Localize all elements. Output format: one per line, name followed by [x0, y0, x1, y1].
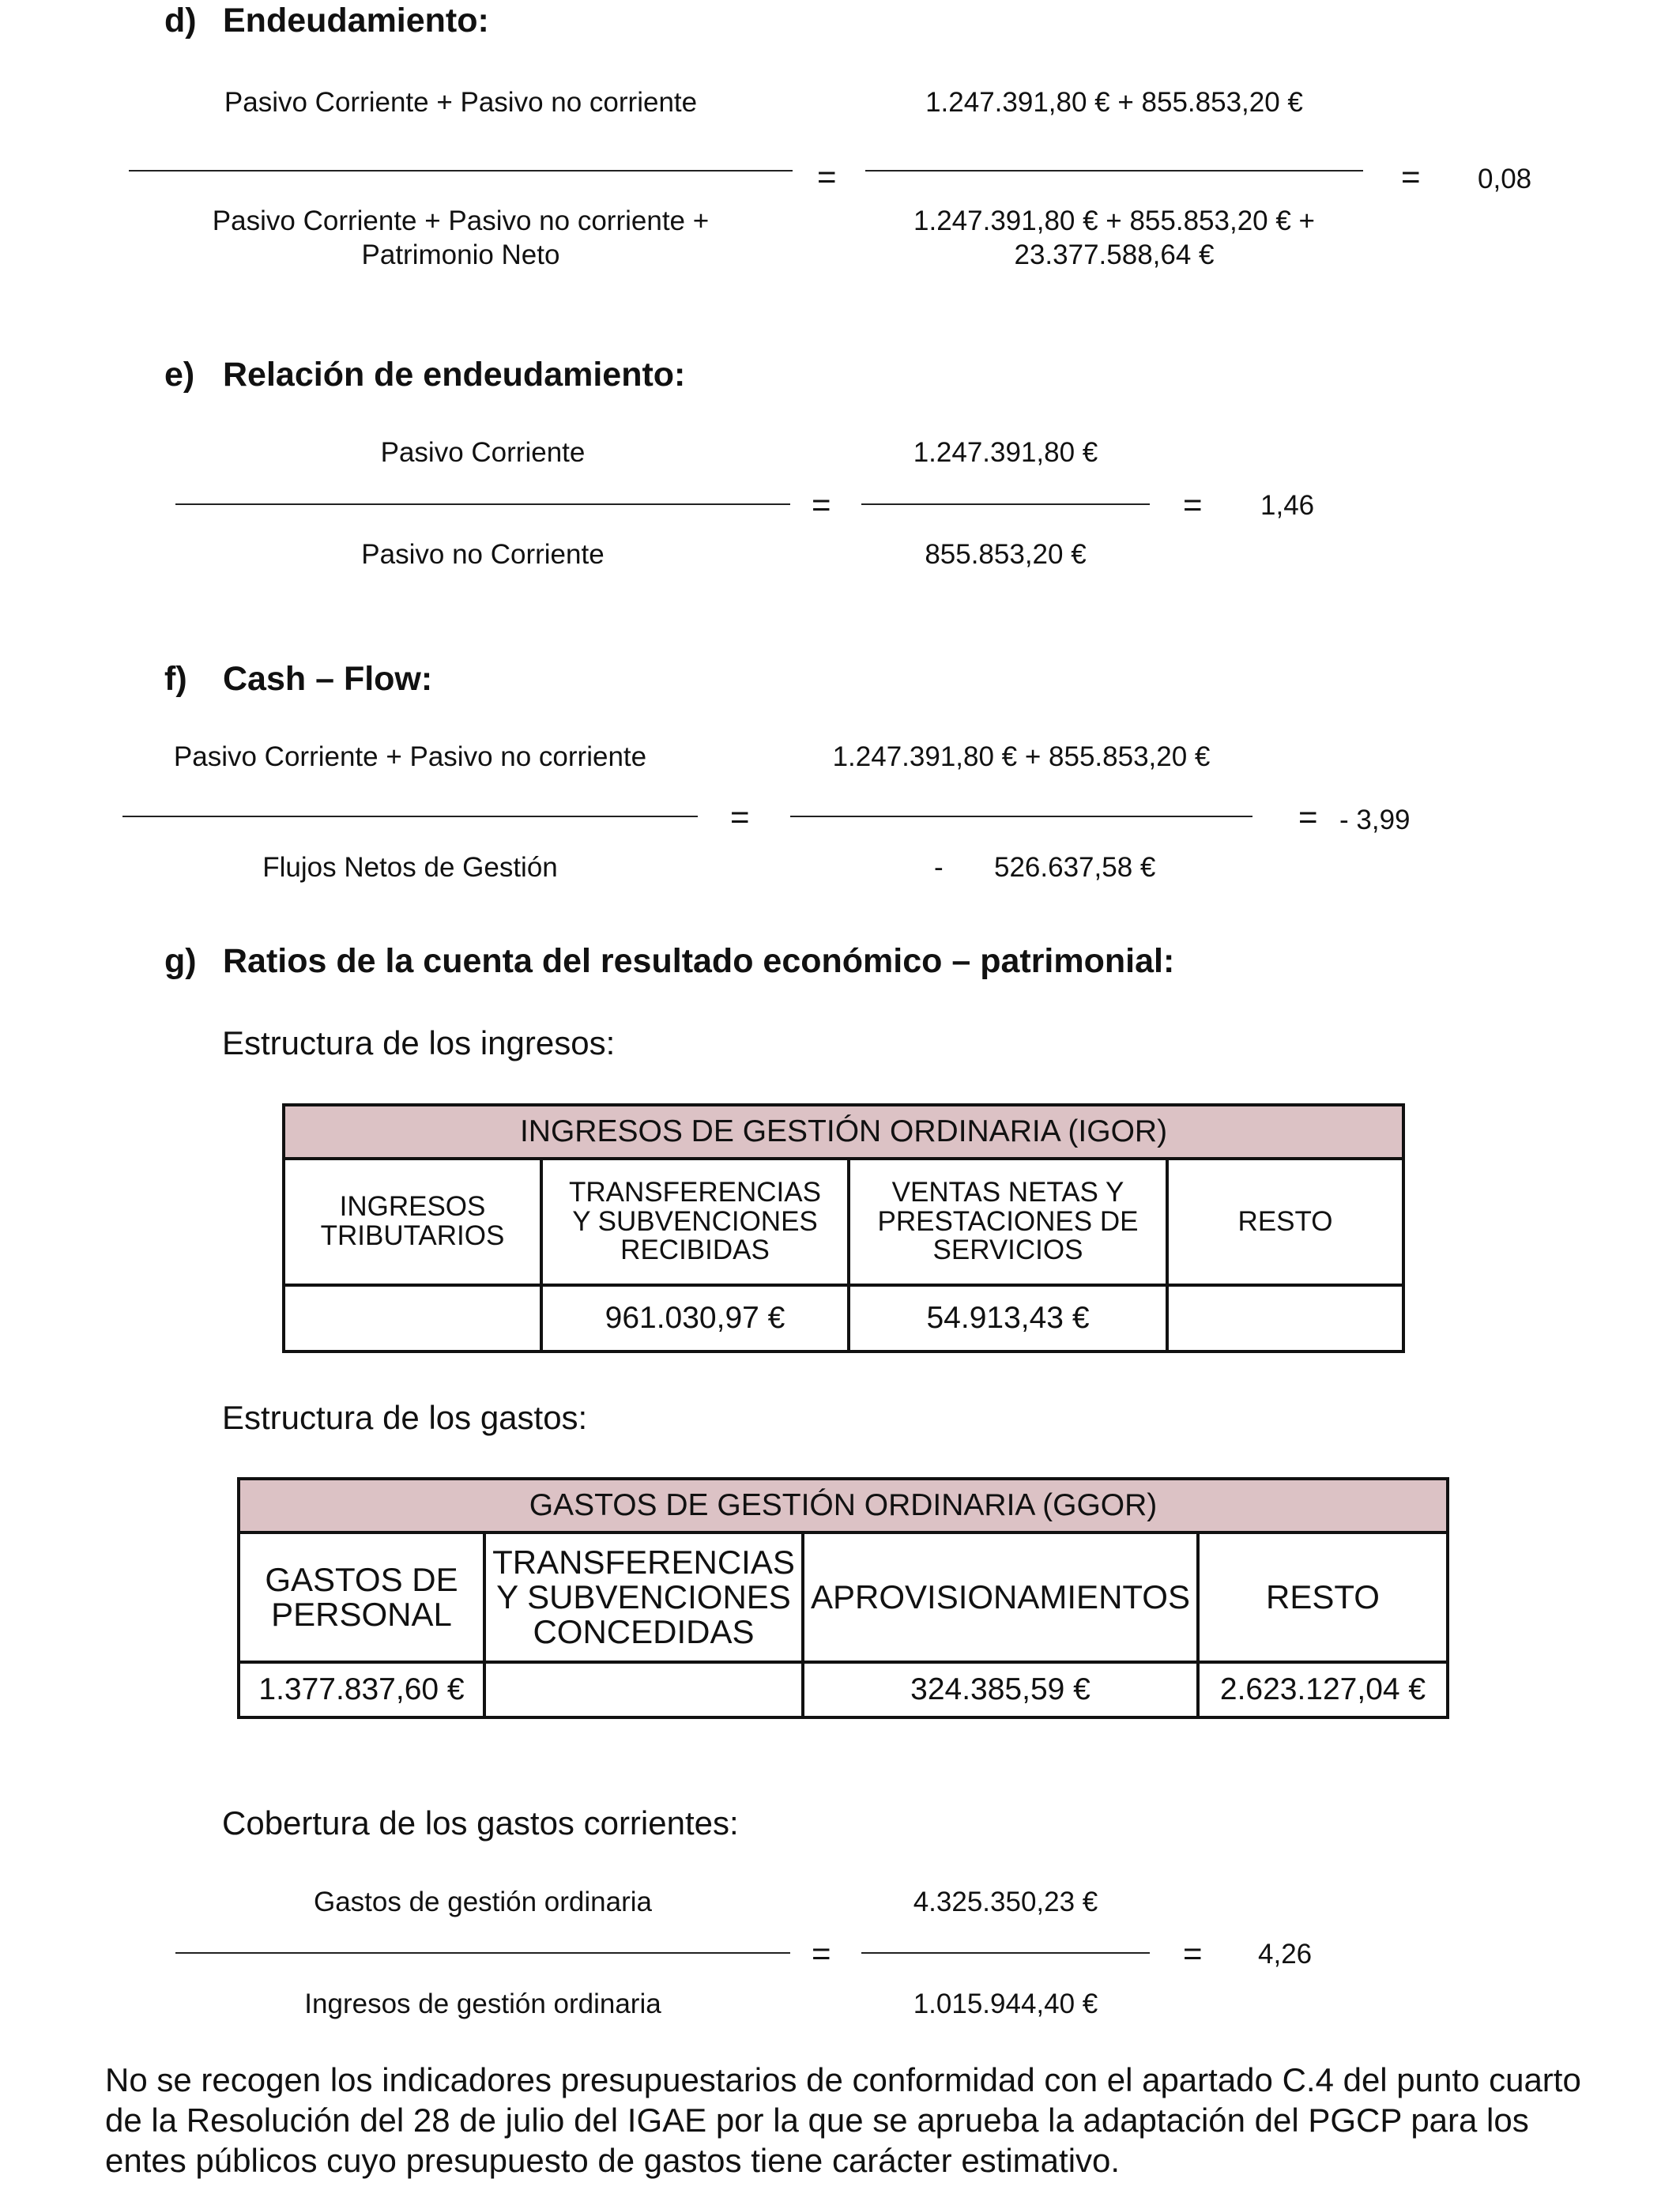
section-e-letter: e) — [164, 356, 195, 394]
ingresos-col-transferencias: TRANSFERENCIAS Y SUBVENCIONES RECIBIDAS — [541, 1159, 849, 1285]
section-d-letter: d) — [164, 2, 197, 40]
cobertura-subtitle: Cobertura de los gastos corrientes: — [222, 1804, 739, 1842]
ingresos-table — [282, 1103, 1405, 1353]
section-e-title: Relación de endeudamiento: — [223, 356, 686, 394]
section-f-numerator-value: 1.247.391,80 € + 855.853,20 € — [832, 741, 1211, 772]
ingresos-value-ventas: 54.913,43 € — [849, 1285, 1167, 1351]
gastos-col-personal: GASTOS DE PERSONAL — [239, 1532, 484, 1662]
gastos-col-transferencias: TRANSFERENCIAS Y SUBVENCIONES CONCEDIDAS — [484, 1532, 803, 1662]
section-d-numerator-value: 1.247.391,80 € + 855.853,20 € — [925, 87, 1303, 118]
gastos-table-header: GASTOS DE GESTIÓN ORDINARIA (GGOR) — [239, 1479, 1448, 1532]
section-f-fraction-line-left — [122, 816, 698, 817]
ingresos-col-tributarios: INGRESOS TRIBUTARIOS — [284, 1159, 541, 1285]
section-e-numerator-label: Pasivo Corriente — [380, 437, 586, 468]
section-d-numerator-label: Pasivo Corriente + Pasivo no corriente — [224, 87, 698, 118]
ingresos-value-resto — [1167, 1285, 1403, 1351]
section-f-denominator-sign: - — [934, 852, 944, 883]
section-e-numerator-value: 1.247.391,80 € — [913, 437, 1098, 468]
gastos-col-resto: RESTO — [1198, 1532, 1448, 1662]
gastos-value-resto: 2.623.127,04 € — [1198, 1662, 1448, 1717]
section-g-letter: g) — [164, 942, 197, 980]
gastos-value-transferencias — [484, 1662, 803, 1717]
cobertura-denominator-label: Ingresos de gestión ordinaria — [304, 1989, 661, 2019]
section-f-denominator-value: 526.637,58 € — [994, 852, 1156, 883]
cobertura-numerator-label: Gastos de gestión ordinaria — [313, 1887, 653, 1917]
section-f-denominator-label: Flujos Netos de Gestión — [262, 852, 558, 883]
section-d-equals-1: = — [817, 158, 837, 195]
gastos-subtitle: Estructura de los gastos: — [222, 1399, 588, 1436]
section-d-denominator-value-2: 23.377.588,64 € — [1014, 239, 1215, 270]
ingresos-table-header: INGRESOS DE GESTIÓN ORDINARIA (IGOR) — [284, 1105, 1403, 1159]
gastos-table — [237, 1477, 1449, 1719]
cobertura-denominator-value: 1.015.944,40 € — [913, 1989, 1098, 2019]
ingresos-value-transferencias: 961.030,97 € — [541, 1285, 849, 1351]
section-f-result: - 3,99 — [1339, 805, 1411, 835]
section-d-result: 0,08 — [1478, 164, 1532, 194]
footer-note: No se recogen los indicadores presupuestarios de conformidad con el apartado C.4 del punto cuarto de la Resolución del 28 de julio del IGAE por la que se aprueba la adaptación del PGCP para los entes públicos cuyo presupuesto de gastos tiene carácter estimativo. — [105, 2061, 1581, 2179]
cobertura-fraction-line-left — [175, 1952, 790, 1954]
section-f-heading — [164, 660, 432, 699]
section-d-heading — [164, 2, 489, 40]
section-f-equals-1: = — [730, 798, 750, 835]
section-f-fraction-line-right — [790, 816, 1252, 817]
section-g-title: Ratios de la cuenta del resultado económico – patrimonial: — [223, 942, 1175, 980]
section-e-equals-1: = — [812, 486, 831, 523]
section-f-equals-2: = — [1298, 798, 1318, 835]
cobertura-fraction-line-right — [861, 1952, 1150, 1954]
section-d-equals-2: = — [1401, 158, 1421, 195]
ingresos-col-resto: RESTO — [1167, 1159, 1403, 1285]
ingresos-subtitle: Estructura de los ingresos: — [222, 1024, 616, 1061]
section-e-fraction-line-left — [175, 503, 790, 505]
gastos-col-aprovisionamientos: APROVISIONAMIENTOS — [803, 1532, 1198, 1662]
section-f-letter: f) — [164, 660, 187, 698]
section-e-denominator-label: Pasivo no Corriente — [361, 539, 605, 570]
cobertura-result: 4,26 — [1258, 1939, 1313, 1970]
section-d-denominator-label-2: Patrimonio Neto — [361, 239, 560, 270]
section-f-numerator-label: Pasivo Corriente + Pasivo no corriente — [173, 741, 647, 772]
cobertura-equals-1: = — [812, 1935, 831, 1972]
section-d-denominator-value-1: 1.247.391,80 € + 855.853,20 € + — [913, 205, 1315, 236]
gastos-value-aprovisionamientos: 324.385,59 € — [803, 1662, 1198, 1717]
ingresos-value-tributarios — [284, 1285, 541, 1351]
section-e-denominator-value: 855.853,20 € — [925, 539, 1087, 570]
cobertura-numerator-value: 4.325.350,23 € — [913, 1887, 1098, 1917]
gastos-value-personal: 1.377.837,60 € — [239, 1662, 484, 1717]
section-g-heading — [164, 942, 1174, 981]
section-d-fraction-line-right — [865, 170, 1363, 172]
ingresos-col-ventas: VENTAS NETAS Y PRESTACIONES DE SERVICIOS — [849, 1159, 1167, 1285]
section-e-result: 1,46 — [1260, 490, 1315, 521]
section-d-title: Endeudamiento: — [223, 2, 489, 40]
section-e-equals-2: = — [1183, 486, 1203, 523]
section-d-fraction-line-left — [129, 170, 793, 172]
section-f-title: Cash – Flow: — [223, 660, 433, 698]
cobertura-equals-2: = — [1183, 1935, 1203, 1972]
section-e-heading — [164, 356, 685, 394]
section-e-fraction-line-right — [861, 503, 1150, 505]
section-d-denominator-label-1: Pasivo Corriente + Pasivo no corriente + — [212, 205, 710, 236]
